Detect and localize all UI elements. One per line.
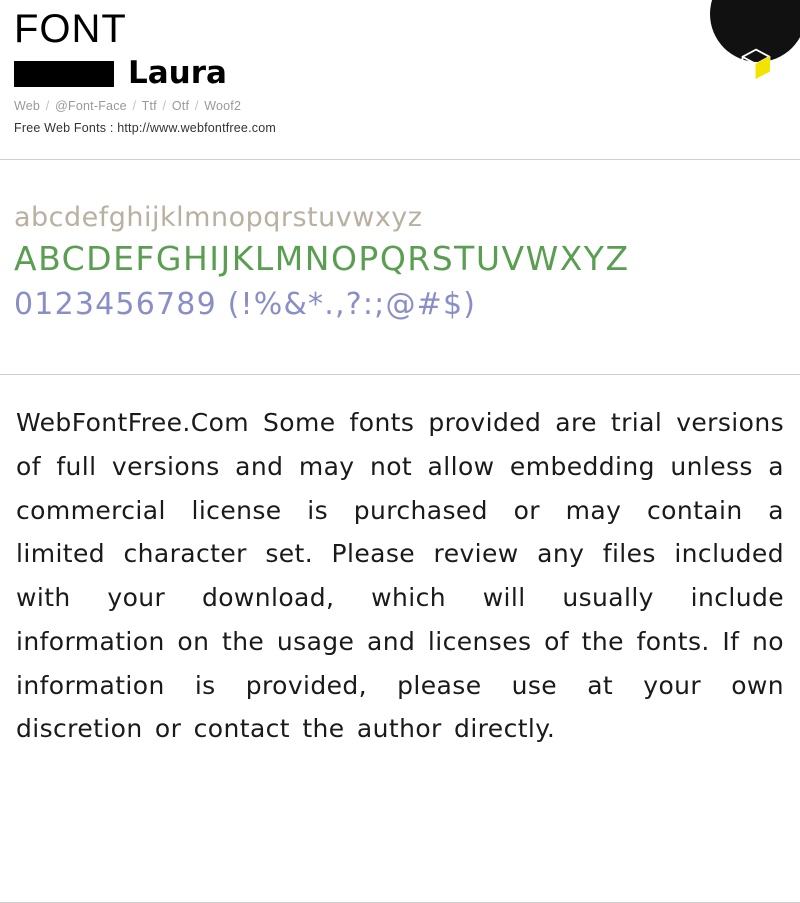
breadcrumb-separator: /: [194, 99, 199, 113]
font-name: Laura: [128, 55, 227, 91]
breadcrumb-separator: /: [132, 99, 137, 113]
breadcrumb: [14, 99, 786, 113]
sample-paragraph: WebFontFree.Com Some fonts provided are trial versions of full versions and may not allow embedding unless a commercial license is purchased or may contain a limited character set. Please review any files included with your download, which will usually include information on the usage and licenses of the fonts. If no information is provided, please use at your own discretion or contact the author directly.: [16, 408, 784, 744]
page-header: [0, 0, 800, 160]
sample-text-block: [0, 375, 800, 761]
breadcrumb-separator: /: [162, 99, 167, 113]
redacted-bar: [14, 61, 114, 87]
site-url-link[interactable]: http://www.webfontfree.com: [117, 121, 276, 135]
breadcrumb-item-otf[interactable]: Otf: [171, 99, 190, 113]
site-line-label: Free Web Fonts :: [14, 121, 114, 135]
cube-icon: [738, 46, 774, 82]
glyph-digits-symbols: 0123456789 (!%&*.,?:;@#$): [14, 286, 477, 322]
breadcrumb-item-font-face[interactable]: @Font-Face: [55, 99, 127, 113]
breadcrumb-item-web[interactable]: Web: [14, 99, 41, 113]
breadcrumb-item-ttf[interactable]: Ttf: [141, 99, 157, 113]
breadcrumb-separator: /: [45, 99, 50, 113]
glyph-preview: [0, 160, 800, 375]
site-line: [14, 121, 786, 135]
glyph-uppercase: ABCDEFGHIJKLMNOPQRSTUVWXYZ: [14, 238, 630, 278]
page-title: FONT: [14, 7, 127, 51]
glyph-lowercase: abcdefghijklmnopqrstuvwxyz: [14, 202, 423, 233]
breadcrumb-item-woof2[interactable]: Woof2: [204, 99, 242, 113]
font-name-row: [14, 55, 786, 91]
